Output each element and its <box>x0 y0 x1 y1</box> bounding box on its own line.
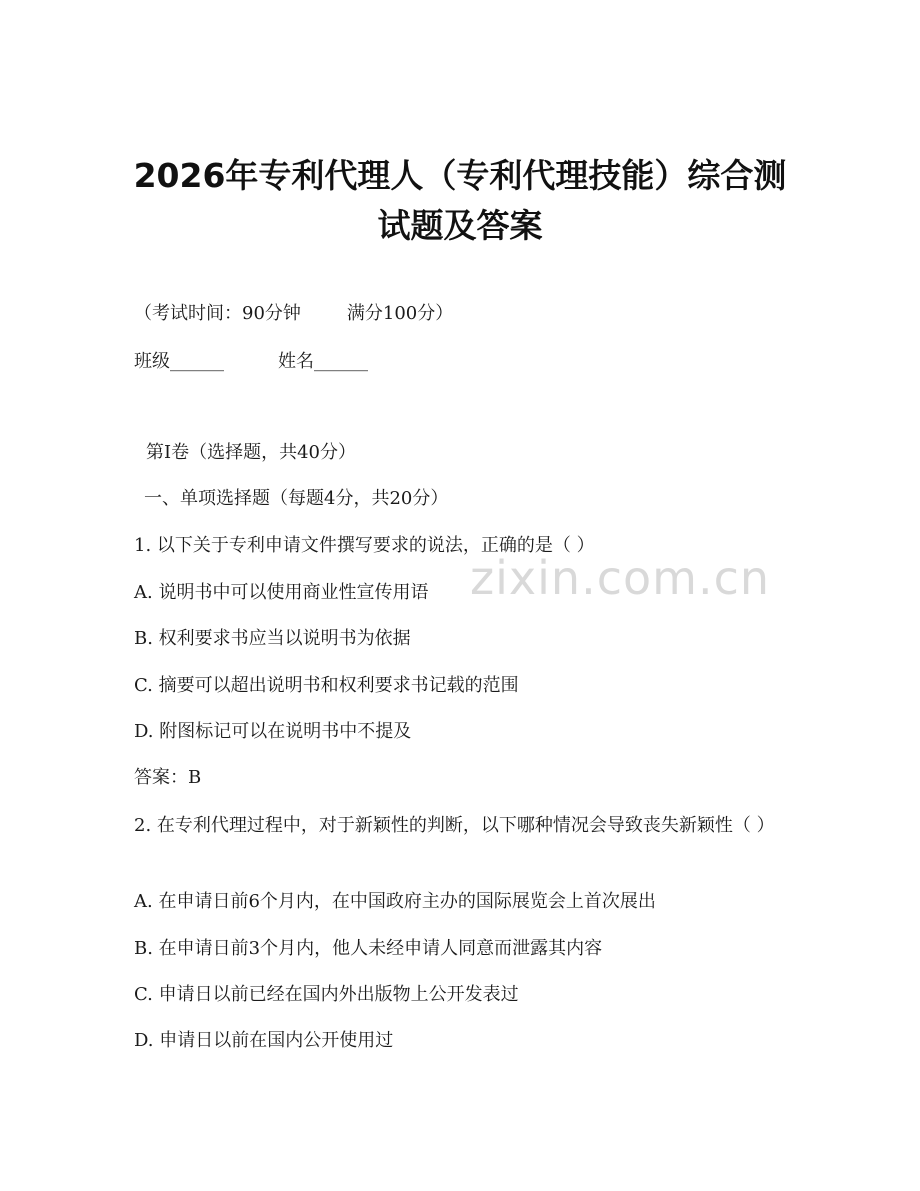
question-1-option-d: D. 附图标记可以在说明书中不提及 <box>134 721 412 742</box>
question-1-option-a: A. 说明书中可以使用商业性宣传用语 <box>134 582 429 603</box>
document-title-line-1: 2026年专利代理人（专利代理技能）综合测 <box>133 156 787 195</box>
question-2-option-c: C. 申请日以前已经在国内外出版物上公开发表过 <box>134 984 519 1005</box>
question-2-option-b: B. 在申请日前3个月内，他人未经申请人同意而泄露其内容 <box>134 938 603 959</box>
part-title: 第Ⅰ卷（选择题，共40分） <box>146 442 357 463</box>
question-1-stem: 1. 以下关于专利申请文件撰写要求的说法，正确的是（ ） <box>134 535 595 556</box>
question-2-stem: 2. 在专利代理过程中，对于新颖性的判断，以下哪种情况会导致丧失新颖性（ ） <box>134 815 775 836</box>
question-1-answer: 答案：B <box>134 767 202 788</box>
name-field: 姓名______ <box>278 351 368 372</box>
section-title: 一、单项选择题（每题4分，共20分） <box>144 488 449 509</box>
watermark: zixin.com.cn <box>470 551 771 605</box>
exam-time: （考试时间：90分钟 <box>134 303 301 324</box>
question-2-option-a: A. 在申请日前6个月内，在中国政府主办的国际展览会上首次展出 <box>134 891 656 912</box>
question-1-option-b: B. 权利要求书应当以说明书为依据 <box>134 628 411 649</box>
document-title-line-2: 试题及答案 <box>377 206 543 245</box>
exam-info <box>134 302 453 326</box>
question-1-option-c: C. 摘要可以超出说明书和权利要求书记载的范围 <box>134 675 519 696</box>
question-2-option-d: D. 申请日以前在国内公开使用过 <box>134 1030 394 1051</box>
student-info <box>134 350 368 374</box>
class-field: 班级______ <box>134 351 224 372</box>
full-score: 满分100分） <box>346 303 454 324</box>
